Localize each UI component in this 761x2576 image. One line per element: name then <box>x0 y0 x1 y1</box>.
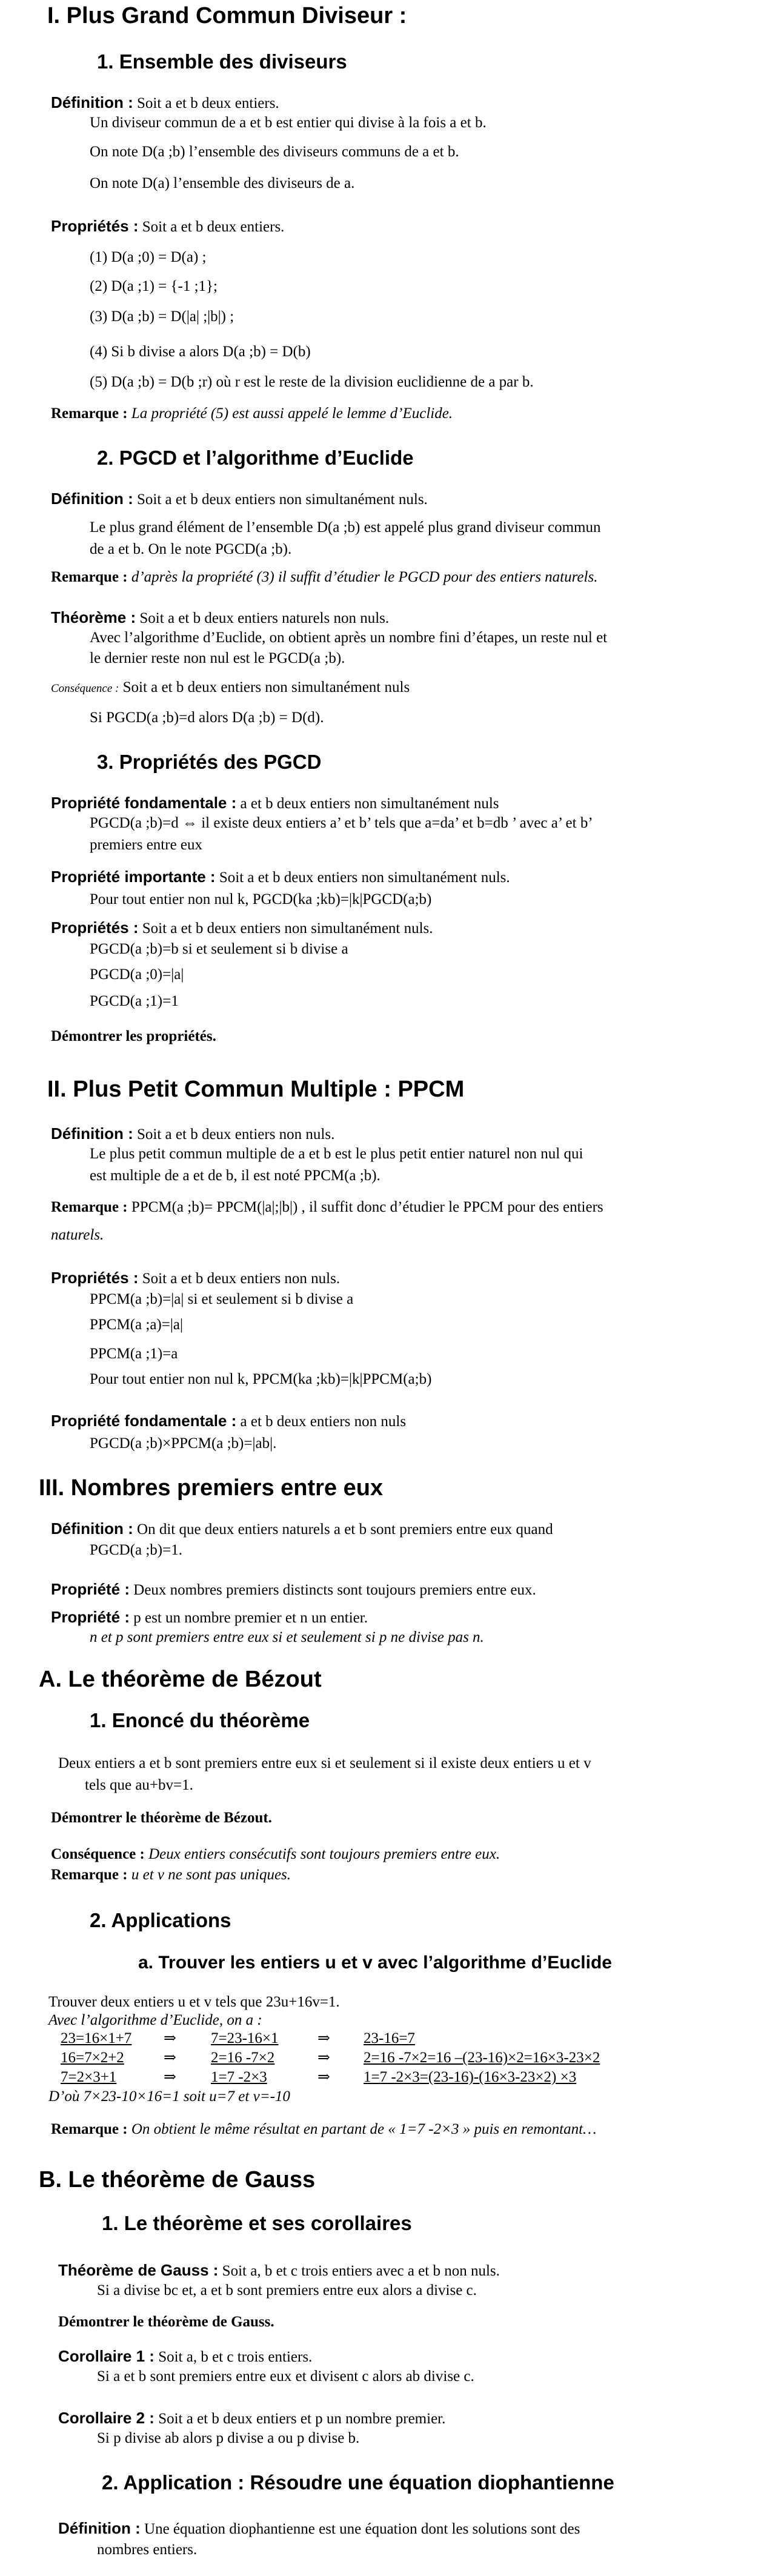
property-item: (3) D(a ;b) = D(|a| ;|b|) ; <box>90 308 234 325</box>
subsection-title: 2. Application : Résoudre une équation diophantienne <box>102 2471 614 2494</box>
subsection-title: 3. Propriétés des PGCD <box>97 751 322 773</box>
section-title: A. Le théorème de Bézout <box>39 1667 322 1692</box>
definition-line: Définition : Soit a et b deux entiers non simultanément nuls. <box>51 490 428 508</box>
property-label: Propriété fondamentale : <box>51 1412 237 1430</box>
property-line: Propriétés : Soit a et b deux entiers non simultanément nuls. <box>51 918 433 937</box>
consequence-label: Conséquence : <box>51 682 119 695</box>
definition-line: est multiple de a et de b, il est noté PPCM(a ;b). <box>90 1167 380 1184</box>
property-label: Propriétés : <box>51 217 139 235</box>
implies-arrow: ⇒ <box>164 2030 176 2047</box>
corollary-label: Corollaire 2 : <box>58 2409 155 2427</box>
property-item: PGCD(a ;1)=1 <box>90 993 179 1009</box>
definition-label: Définition : <box>51 93 133 111</box>
exercise-result: D’où 7×23-10×16=1 soit u=7 et v=-10 <box>48 2088 290 2105</box>
property-line: premiers entre eux <box>90 837 203 853</box>
corollary-line: Si a et b sont premiers entre eux et divisent c alors ab divise c. <box>97 2368 474 2385</box>
property-line: Propriété : Deux nombres premiers distincts sont toujours premiers entre eux. <box>51 1580 536 1598</box>
section-title: III. Nombres premiers entre eux <box>39 1475 384 1501</box>
property-item: PPCM(a ;b)=|a| si et seulement si b divise a <box>90 1291 354 1307</box>
theorem-label: Théorème de Gauss : <box>58 2261 219 2279</box>
equation-cell: 2=16 -7×2=16 –(23-16)×2=16×3-23×2 <box>364 2050 600 2066</box>
theorem-line: Deux entiers a et b sont premiers entre eux si et seulement si il existe deux entiers u et v <box>58 1755 591 1771</box>
subsection-title: 2. PGCD et l’algorithme d’Euclide <box>97 446 414 469</box>
property-line: Propriétés : Soit a et b deux entiers. <box>51 217 285 235</box>
remark-label: Remarque : <box>51 2121 128 2137</box>
remark-label: Remarque : <box>51 1199 128 1215</box>
property-label: Propriétés : <box>51 1269 139 1287</box>
definition-line: nombres entiers. <box>97 2541 198 2558</box>
property-line: Propriété importante : Soit a et b deux entiers non simultanément nuls. <box>51 868 510 886</box>
remark-label: Remarque : <box>51 1867 128 1883</box>
definition-line: On note D(a ;b) l’ensemble des diviseurs communs de a et b. <box>90 144 459 160</box>
equation-cell: 23=16×1+7 <box>61 2030 132 2047</box>
property-item: (2) D(a ;1) = {-1 ;1}; <box>90 278 218 294</box>
property-line: Propriété fondamentale : a et b deux entiers non nuls <box>51 1412 407 1430</box>
exercise-line: Avec l’algorithme d’Euclide, on a : <box>48 2012 262 2028</box>
property-line: PGCD(a ;b)=d ⇔ il existe deux entiers a’ et b’ tels que a=da’ et b=db ’ avec a’ et b’ <box>90 815 593 831</box>
definition-line: Le plus grand élément de l’ensemble D(a ;b) est appelé plus grand diviseur commun <box>90 519 601 536</box>
definition-label: Définition : <box>51 1124 133 1143</box>
definition-label: Définition : <box>51 1519 133 1538</box>
property-label: Propriété importante : <box>51 868 216 886</box>
subsection-title: 1. Enoncé du théorème <box>90 1709 310 1731</box>
property-item: PGCD(a ;0)=|a| <box>90 966 184 983</box>
definition-line: Définition : Soit a et b deux entiers non nuls. <box>51 1124 335 1143</box>
definition-line: On note D(a) l’ensemble des diviseurs de a. <box>90 175 355 191</box>
property-item: PGCD(a ;b)×PPCM(a ;b)=|ab|. <box>90 1435 277 1452</box>
remark-line: Remarque : La propriété (5) est aussi appelé le lemme d’Euclide. <box>51 405 453 422</box>
implies-arrow: ⇒ <box>164 2050 176 2066</box>
remark-line: Remarque : PPCM(a ;b)= PPCM(|a|;|b|) , il suffit donc d’étudier le PPCM pour des entiers <box>51 1199 603 1215</box>
section-title: II. Plus Petit Commun Multiple : PPCM <box>47 1077 465 1102</box>
implies-arrow: ⇒ <box>164 2069 176 2085</box>
equation-cell: 1=7 -2×3 <box>211 2069 267 2085</box>
remark-label: Remarque : <box>51 569 128 585</box>
theorem-line: Avec l’algorithme d’Euclide, on obtient après un nombre fini d’étapes, un reste nul et <box>90 629 608 646</box>
theorem-line: Si a divise bc et, a et b sont premiers entre eux alors a divise c. <box>97 2282 477 2299</box>
corollary-label: Corollaire 1 : <box>58 2347 155 2365</box>
consequence-line: Conséquence : Soit a et b deux entiers non simultanément nuls <box>51 679 410 695</box>
property-item: (4) Si b divise a alors D(a ;b) = D(b) <box>90 344 311 360</box>
property-label: Propriété : <box>51 1608 130 1626</box>
definition-label: Définition : <box>58 2519 141 2537</box>
subsection-title: 1. Ensemble des diviseurs <box>97 50 347 73</box>
property-line: n et p sont premiers entre eux si et seulement si p ne divise pas n. <box>90 1629 484 1645</box>
property-item: Pour tout entier non nul k, PPCM(ka ;kb)=|k|PPCM(a;b) <box>90 1371 432 1387</box>
property-line: Pour tout entier non nul k, PGCD(ka ;kb)=|k|PGCD(a;b) <box>90 891 432 908</box>
implies-arrow: ⇒ <box>317 2050 330 2066</box>
equation-cell: 7=2×3+1 <box>61 2069 117 2085</box>
equation-cell: 7=23-16×1 <box>211 2030 279 2047</box>
equation-cell: 1=7 -2×3=(23-16)-(16×3-23×2) ×3 <box>364 2069 577 2085</box>
property-label: Propriété fondamentale : <box>51 794 237 812</box>
property-item: PPCM(a ;a)=|a| <box>90 1316 183 1333</box>
consequence-line: Conséquence : Deux entiers consécutifs sont toujours premiers entre eux. <box>51 1846 500 1862</box>
corollary-line: Corollaire 1 : Soit a, b et c trois entiers. <box>58 2347 313 2365</box>
exercise-prompt: Démontrer le théorème de Gauss. <box>58 2314 274 2330</box>
definition-line: Définition : On dit que deux entiers naturels a et b sont premiers entre eux quand <box>51 1519 553 1538</box>
remark-line: Remarque : u et v ne sont pas uniques. <box>51 1867 291 1883</box>
section-title: I. Plus Grand Commun Diviseur : <box>47 3 407 28</box>
property-item: PPCM(a ;1)=a <box>90 1346 178 1362</box>
definition-line: de a et b. On le note PGCD(a ;b). <box>90 541 292 557</box>
subsection-title: 2. Applications <box>90 1909 231 1931</box>
equation-cell: 23-16=7 <box>364 2030 415 2047</box>
property-line: Propriétés : Soit a et b deux entiers non nuls. <box>51 1269 341 1287</box>
consequence-line: Si PGCD(a ;b)=d alors D(a ;b) = D(d). <box>90 709 324 726</box>
corollary-line: Si p divise ab alors p divise a ou p divise b. <box>97 2430 360 2446</box>
remark-line: naturels. <box>51 1227 104 1243</box>
property-line: Propriété : p est un nombre premier et n un entier. <box>51 1608 368 1626</box>
property-label: Propriété : <box>51 1580 130 1598</box>
property-item: PGCD(a ;b)=b si et seulement si b divise a <box>90 941 348 957</box>
theorem-label: Théorème : <box>51 608 136 626</box>
implies-arrow: ⇒ <box>317 2069 330 2085</box>
definition-line: Un diviseur commun de a et b est entier qui divise à la fois a et b. <box>90 115 487 131</box>
definition-line: Le plus petit commun multiple de a et b est le plus petit entier naturel non nul qui <box>90 1146 583 1162</box>
remark-line: Remarque : On obtient le même résultat en partant de « 1=7 -2×3 » puis en remontant… <box>51 2121 597 2137</box>
definition-line: PGCD(a ;b)=1. <box>90 1542 182 1558</box>
exercise-line: Trouver deux entiers u et v tels que 23u+16v=1. <box>48 1994 340 2010</box>
property-label: Propriétés : <box>51 918 139 937</box>
definition-line: Définition : Une équation diophantienne est une équation dont les solutions sont des <box>58 2519 580 2537</box>
theorem-line: Théorème : Soit a et b deux entiers naturels non nuls. <box>51 608 390 626</box>
exercise-prompt: Démontrer les propriétés. <box>51 1028 216 1044</box>
definition-label: Définition : <box>51 490 133 508</box>
theorem-line: Théorème de Gauss : Soit a, b et c trois entiers avec a et b non nuls. <box>58 2261 500 2279</box>
property-item: (1) D(a ;0) = D(a) ; <box>90 249 207 265</box>
corollary-line: Corollaire 2 : Soit a et b deux entiers et p un nombre premier. <box>58 2409 446 2427</box>
theorem-line: tels que au+bv=1. <box>85 1777 193 1793</box>
subsubsection-title: a. Trouver les entiers u et v avec l’algorithme d’Euclide <box>138 1953 612 1973</box>
equation-cell: 16=7×2+2 <box>61 2050 124 2066</box>
definition-line: Définition : Soit a et b deux entiers. <box>51 93 279 111</box>
implies-arrow: ⇒ <box>317 2030 330 2047</box>
remark-line: Remarque : d’après la propriété (3) il suffit d’étudier le PGCD pour des entiers naturels. <box>51 569 598 585</box>
property-item: (5) D(a ;b) = D(b ;r) où r est le reste de la division euclidienne de a par b. <box>90 374 534 390</box>
subsection-title: 1. Le théorème et ses corollaires <box>102 2212 412 2234</box>
equation-cell: 2=16 -7×2 <box>211 2050 275 2066</box>
remark-label: Remarque : <box>51 405 128 422</box>
consequence-label: Conséquence : <box>51 1846 145 1862</box>
property-line: Propriété fondamentale : a et b deux entiers non simultanément nuls <box>51 794 499 812</box>
section-title: B. Le théorème de Gauss <box>39 2167 316 2193</box>
exercise-prompt: Démontrer le théorème de Bézout. <box>51 1810 272 1826</box>
theorem-line: le dernier reste non nul est le PGCD(a ;b). <box>90 650 345 666</box>
